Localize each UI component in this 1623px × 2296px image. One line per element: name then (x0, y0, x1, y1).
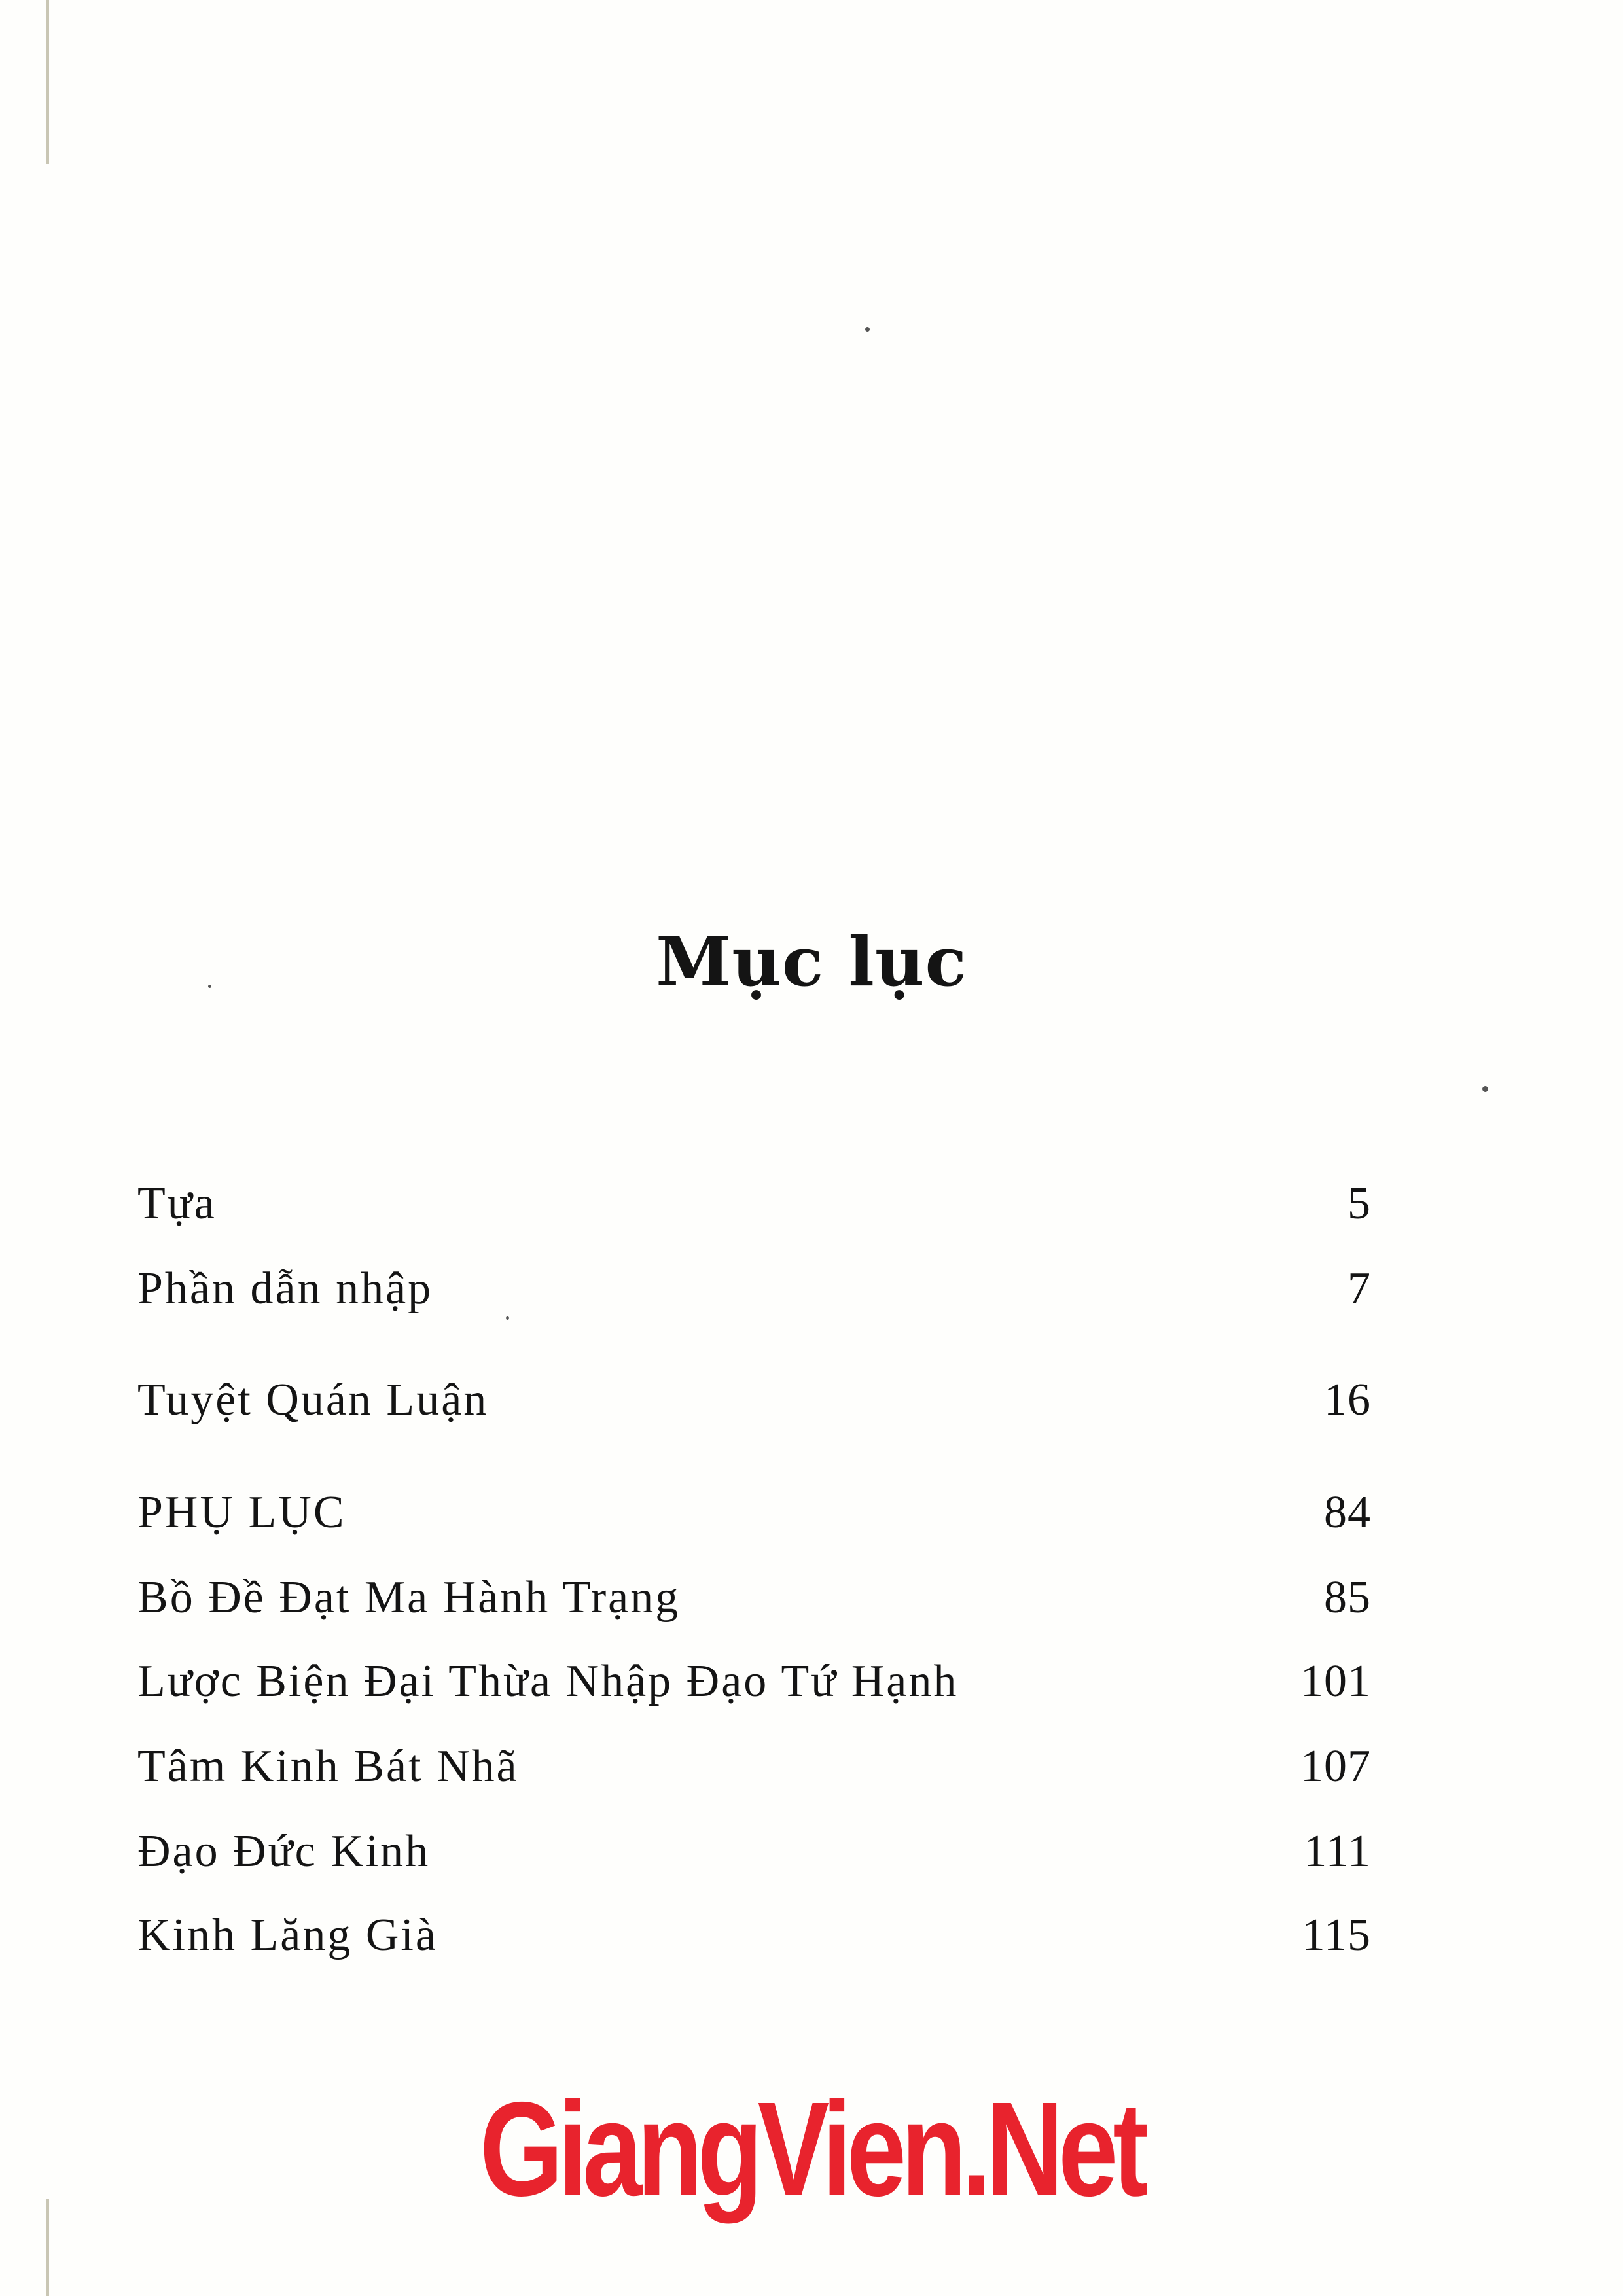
page-title: Mục lục (656, 921, 967, 1002)
toc-entry-introduction[interactable] (137, 1253, 1371, 1325)
toc-entry-page-number: 115 (1302, 1910, 1371, 1960)
toc-entry-page-number: 7 (1347, 1263, 1371, 1314)
watermark-text: GiangVien.Net (480, 2074, 1143, 2224)
toc-entry-page-number: 5 (1347, 1178, 1371, 1229)
toc-entry-label: Kinh Lăng Già (137, 1910, 438, 1960)
toc-entry-page-number: 16 (1324, 1375, 1371, 1425)
toc-entry-tuyet-quan-luan[interactable] (137, 1364, 1371, 1436)
toc-entry-label: PHỤ LỤC (137, 1487, 346, 1538)
toc-entry-appendix[interactable] (137, 1477, 1371, 1549)
toc-entry-label: Phần dẫn nhập (137, 1263, 433, 1314)
toc-entry-tam-kinh[interactable] (137, 1731, 1371, 1803)
toc-entry-label: Tâm Kinh Bát Nhã (137, 1741, 519, 1792)
page-edge-mark-bottom (46, 2199, 49, 2296)
toc-entry-label: Tuyệt Quán Luận (137, 1375, 489, 1425)
toc-entry-page-number: 107 (1300, 1741, 1371, 1792)
toc-entry-page-number: 84 (1324, 1487, 1371, 1538)
toc-entry-bo-de-dat-ma[interactable] (137, 1562, 1371, 1634)
toc-entry-label: Bồ Đề Đạt Ma Hành Trạng (137, 1572, 681, 1623)
toc-entry-page-number: 101 (1300, 1656, 1371, 1706)
toc-entry-preface[interactable] (137, 1168, 1371, 1240)
toc-entry-page-number: 85 (1324, 1572, 1371, 1623)
toc-entry-dao-duc-kinh[interactable] (137, 1816, 1371, 1888)
toc-entry-page-number: 111 (1304, 1826, 1371, 1877)
toc-entry-label: Đạo Đức Kinh (137, 1826, 431, 1877)
toc-entry-luoc-bien[interactable] (137, 1646, 1371, 1718)
scan-speck (1482, 1086, 1488, 1092)
toc-entry-label: Tựa (137, 1178, 217, 1229)
toc-entry-label: Lược Biện Đại Thừa Nhập Đạo Tứ Hạnh (137, 1656, 959, 1706)
page-edge-mark-top (46, 0, 49, 164)
toc-entry-kinh-lang-gia[interactable] (137, 1899, 1371, 1971)
scan-speck (865, 327, 870, 332)
